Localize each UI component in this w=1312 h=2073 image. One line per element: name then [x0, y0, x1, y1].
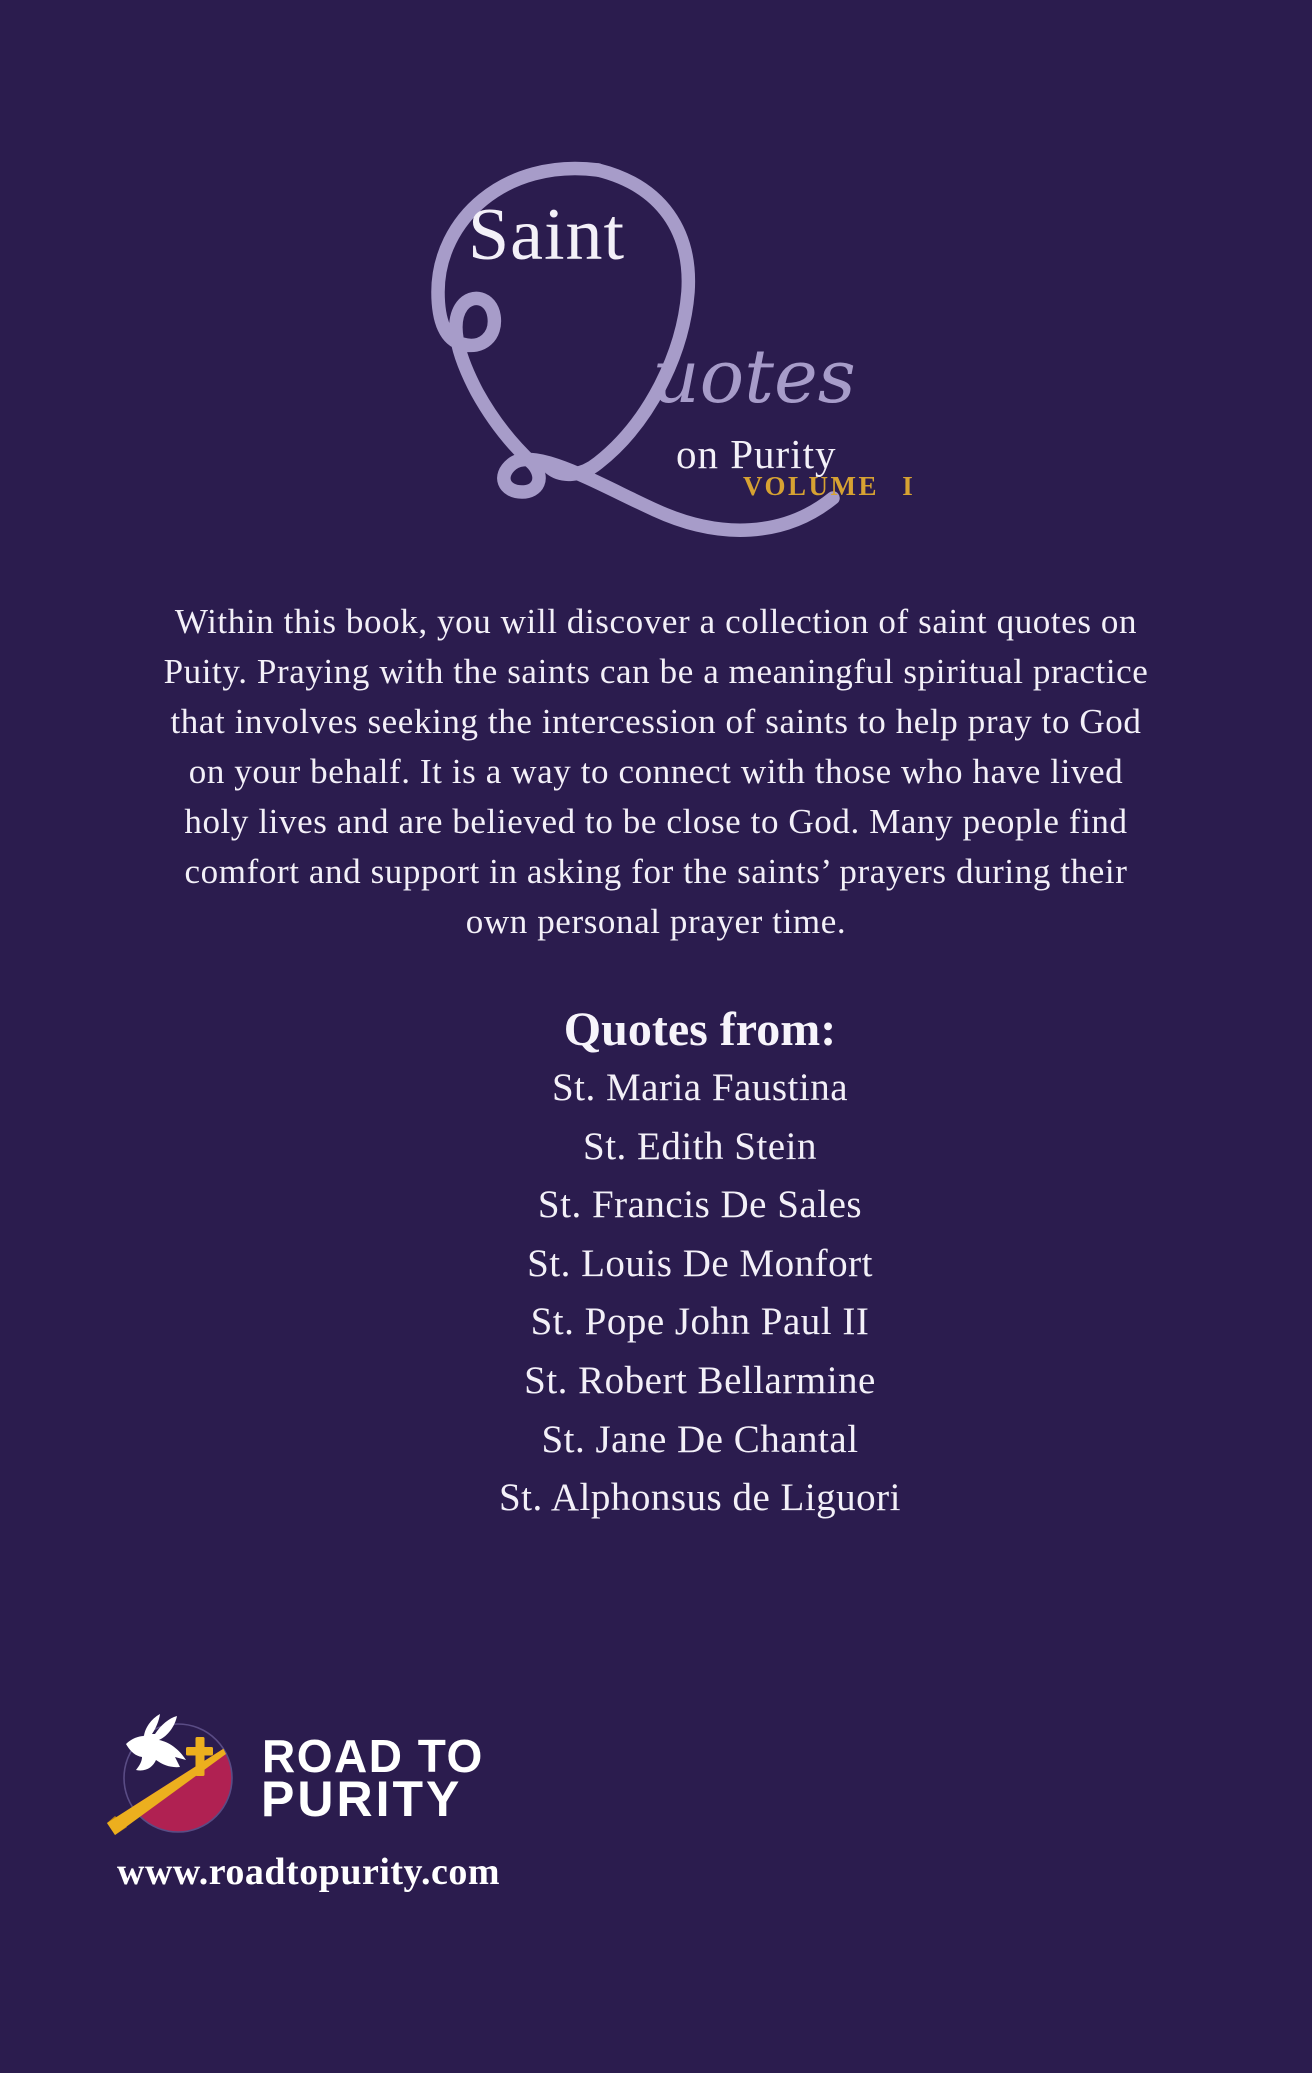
brand-name-road-to: ROAD TO: [262, 1730, 484, 1782]
intro-line: Within this book, you will discover a collection of saint quotes on: [174, 602, 1138, 641]
saint-name: St. Alphonsus de Liguori: [498, 1476, 902, 1520]
saint-name: St. Edith Stein: [583, 1124, 817, 1168]
subtitle-on-purity: on Purity: [676, 431, 837, 477]
brand-emblem: [103, 1709, 243, 1839]
saint-name: St. Jane De Chantal: [541, 1417, 859, 1461]
intro-line: comfort and support in asking for the saints’ prayers during their: [184, 852, 1128, 891]
intro-line: Puity. Praying with the saints can be a meaningful spiritual practice: [163, 652, 1149, 691]
intro-paragraph: [0, 597, 1312, 947]
saint-name: St. Louis De Monfort: [527, 1241, 873, 1285]
intro-line: that involves seeking the intercession of saints to help pray to God: [170, 702, 1142, 741]
saints-list: [88, 1059, 1312, 1528]
intro-line: holy lives and are believed to be close to God. Many people find: [184, 802, 1128, 841]
intro-line: own personal prayer time.: [465, 902, 847, 941]
quotes-from-heading: Quotes from:: [563, 1003, 837, 1056]
title-quotes-script: uotes: [652, 334, 856, 420]
website-url: www.roadtopurity.com: [117, 1851, 500, 1893]
saint-name: St. Maria Faustina: [551, 1066, 849, 1109]
title-saint: Saint: [468, 194, 626, 276]
brand-name-purity: PURITY: [261, 1771, 463, 1827]
volume-badge: VOLUME I: [743, 471, 916, 501]
saint-name: St. Pope John Paul II: [530, 1300, 870, 1344]
intro-line: on your behalf. It is a way to connect with those who have lived: [188, 752, 1124, 791]
saint-name: St. Robert Bellarmine: [524, 1358, 876, 1402]
saint-name: St. Francis De Sales: [537, 1183, 863, 1227]
dove-icon: [126, 1714, 186, 1770]
